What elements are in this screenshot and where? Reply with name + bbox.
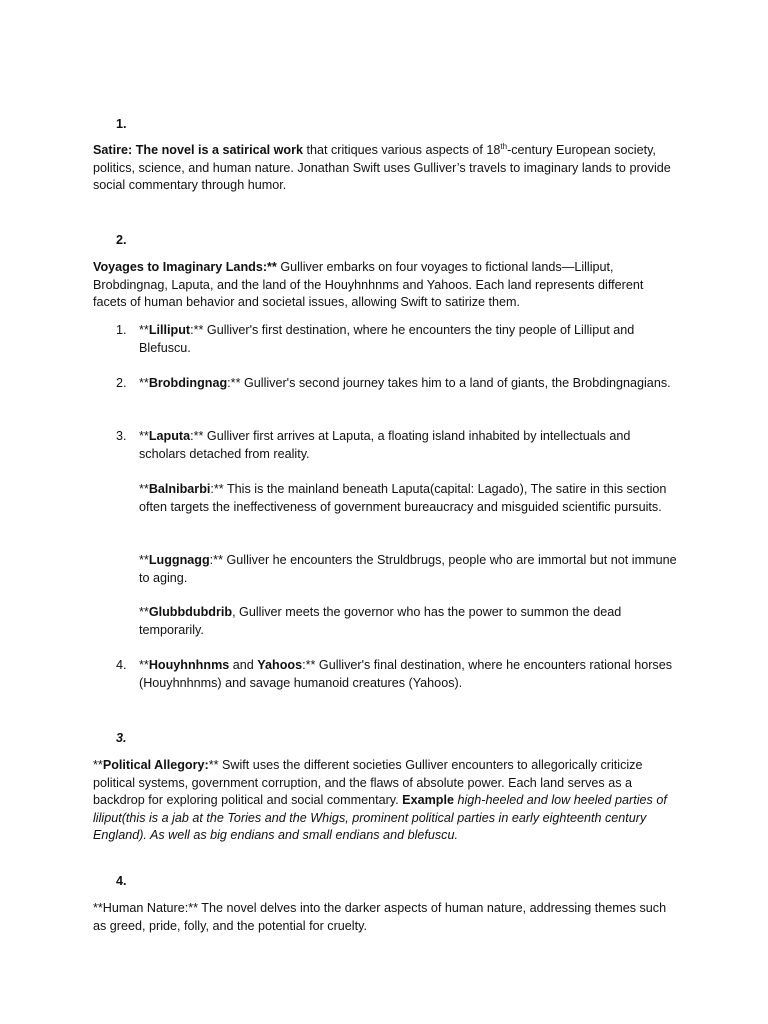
section-3-number: 3. <box>116 731 127 745</box>
list-item-1-text: :** Gulliver's first destination, where he encounters the tiny people of Lilliput and Blefuscu. <box>139 323 635 355</box>
section-1-text-post: -century European society, politics, science, and human nature. Jonathan Swift uses Gulliver’s travels to imaginary lands to provide social commentary through humor. <box>93 143 671 193</box>
section-3-prefix: ** <box>93 758 103 772</box>
section-2-lead: Voyages to Imaginary Lands:** <box>93 260 277 274</box>
section-2-number: 2. <box>116 233 127 247</box>
section-2-paragraph <box>93 259 673 312</box>
list-item-4-prefix: ** <box>139 658 149 672</box>
section-3-lead: Political Allegory: <box>102 758 209 772</box>
section-1-text-pre: that critiques various aspects of 18 <box>302 143 501 157</box>
section-3-text: ** Swift uses the different societies Gulliver encounters to allegorically criticize political systems, government corruption, and the flaws of absolute power. Each land serves as a backdrop for exploring political and social commentary. <box>93 758 643 808</box>
list-item-3-text: :** Gulliver first arrives at Laputa, a floating island inhabited by intellectuals and scholars detached from reality. <box>139 429 631 461</box>
sub-item-3-prefix: ** <box>139 605 149 619</box>
list-item-3-number: 3. <box>116 429 127 443</box>
sub-item-1-prefix: ** <box>139 482 149 496</box>
sub-item-3-name: Glubbdubdrib <box>148 605 233 619</box>
list-item-2 <box>139 375 679 393</box>
list-item-4 <box>139 657 679 692</box>
list-item-1-number: 1. <box>116 323 127 337</box>
list-item-2-text: :** Gulliver's second journey takes him to a land of giants, the Brobdingnagians. <box>227 376 671 390</box>
list-item-4-mid: and <box>229 658 258 672</box>
list-item-3-name: Laputa <box>148 429 191 443</box>
sub-item-luggnagg <box>139 552 679 587</box>
list-item-2-name: Brobdingnag <box>148 376 228 390</box>
list-item-1-prefix: ** <box>139 323 149 337</box>
section-1-paragraph <box>93 142 673 195</box>
list-item-4-name2: Yahoos <box>257 658 303 672</box>
section-3-example-text: high-heeled and low heeled parties of liliput(this is a jab at the Tories and the Whigs, prominent political parties in early eighteenth century England). As well as big endians and small endians and blefuscu. <box>93 793 667 843</box>
section-3-paragraph <box>93 757 673 845</box>
list-item-3-prefix: ** <box>139 429 149 443</box>
sub-item-2-name: Luggnagg <box>148 553 210 567</box>
list-item-3 <box>139 428 679 463</box>
section-4-number: 4. <box>116 874 127 888</box>
sub-item-1-text: :** This is the mainland beneath Laputa(capital: Lagado), The satire in this section often targets the ineffectiveness of government bureaucracy and misguided scientific pursuits. <box>139 482 667 514</box>
list-item-2-number: 2. <box>116 376 127 390</box>
section-4-paragraph: **Human Nature:** The novel delves into the darker aspects of human nature, addressing themes such as greed, pride, folly, and the potential for cruelty. <box>93 901 667 933</box>
list-item-4-number: 4. <box>116 658 127 672</box>
sub-item-balnibarbi <box>139 481 679 516</box>
list-item-4-name: Houyhnhnms <box>148 658 230 672</box>
sub-item-glubbdubdrib <box>139 604 679 639</box>
list-item-2-prefix: ** <box>139 376 149 390</box>
sub-item-1-name: Balnibarbi <box>148 482 211 496</box>
sub-item-3-text: , Gulliver meets the governor who has the power to summon the dead temporarily. <box>139 605 622 637</box>
list-item-4-text: :** Gulliver's final destination, where he encounters rational horses (Houyhnhnms) and savage humanoid creatures (Yahoos). <box>139 658 673 690</box>
section-2-text: Gulliver embarks on four voyages to fictional lands—Lilliput, Brobdingnag, Laputa, and the land of the Houyhnhnms and Yahoos. Each land represents different facets of human behavior and societal issues, allowing Swift to satirize them. <box>93 260 644 310</box>
section-1-sup: th <box>500 141 508 151</box>
sub-item-2-prefix: ** <box>139 553 149 567</box>
sub-item-2-text: :** Gulliver he encounters the Struldbrugs, people who are immortal but not immune to aging. <box>139 553 677 585</box>
section-1-number: 1. <box>116 117 127 131</box>
list-item-1-name: Lilliput <box>148 323 191 337</box>
list-item-1 <box>139 322 679 357</box>
section-1-lead: Satire: The novel is a satirical work <box>93 143 303 157</box>
section-3-example-label: Example <box>402 793 454 808</box>
